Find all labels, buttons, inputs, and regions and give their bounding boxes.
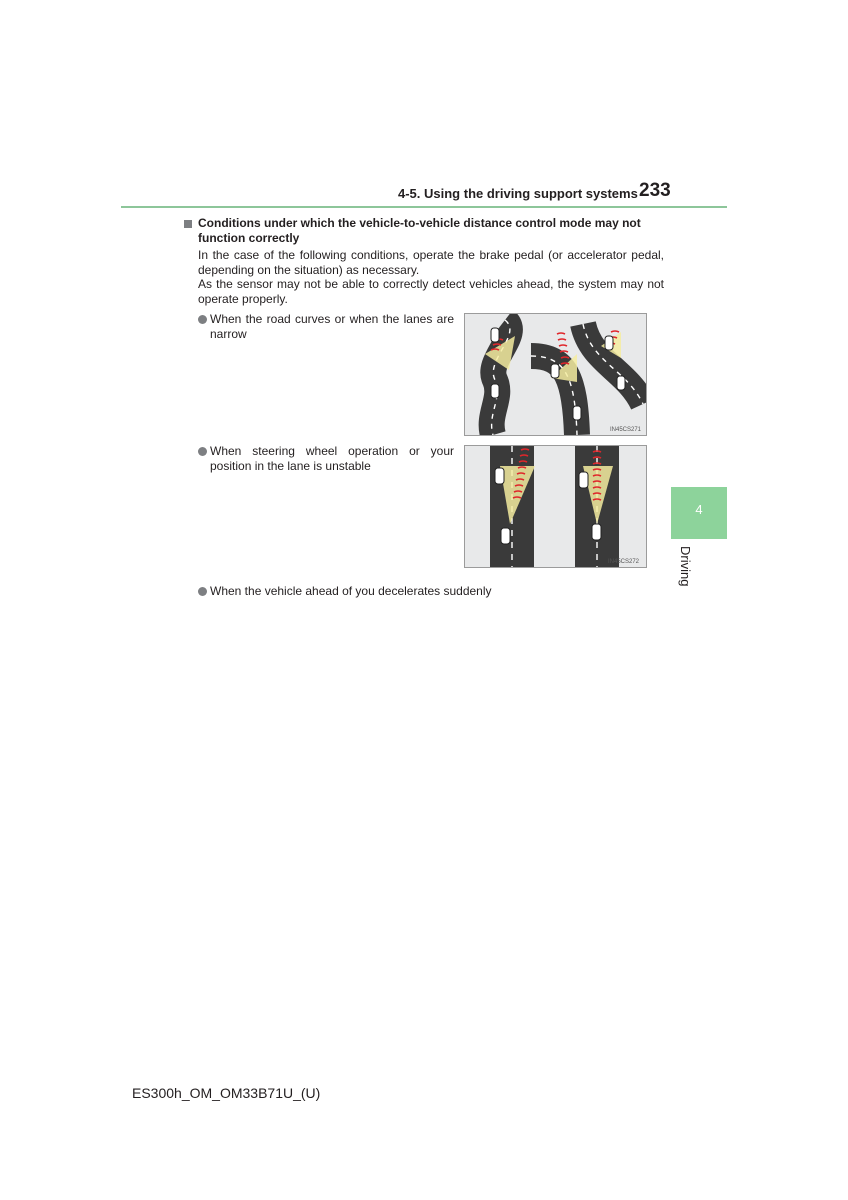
section-heading-text: Conditions under which the vehicle-to-vehicle distance control mode may not function correctly xyxy=(198,216,641,245)
figure-code: IN45CS271 xyxy=(610,427,642,433)
bullet-dot-icon xyxy=(198,587,207,596)
footer-document-code: ES300h_OM_OM33B71U_(U) xyxy=(132,1085,321,1101)
bullet-text: When the vehicle ahead of you decelerates suddenly xyxy=(210,584,492,598)
figure-code: IN45CS272 xyxy=(608,559,640,565)
bullet-item xyxy=(198,584,618,599)
figure-curved-road xyxy=(464,313,647,436)
bullet-dot-icon xyxy=(198,447,207,456)
figure-unstable-lane xyxy=(464,445,647,568)
body-paragraph: In the case of the following conditions, operate the brake pedal (or accelerator pedal, depending on the situation) as necessary. xyxy=(198,248,664,277)
bullet-item xyxy=(198,312,454,342)
chapter-tab xyxy=(671,487,727,539)
bullet-text: When steering wheel operation or your position in the lane is unstable xyxy=(210,444,454,473)
bullet-dot-icon xyxy=(198,315,207,324)
heading-square-icon xyxy=(184,220,192,228)
section-body xyxy=(198,248,664,306)
section-heading xyxy=(184,216,666,246)
page-number: 233 xyxy=(639,180,671,201)
chapter-label: Driving xyxy=(678,546,693,587)
body-paragraph: As the sensor may not be able to correctly detect vehicles ahead, the system may not operate properly. xyxy=(198,277,664,306)
header-divider xyxy=(121,206,727,208)
curved-road-illustration xyxy=(465,314,646,435)
header-section-title: 4-5. Using the driving support systems xyxy=(398,186,638,201)
bullet-item xyxy=(198,444,454,474)
bullet-text: When the road curves or when the lanes are narrow xyxy=(210,312,454,341)
chapter-number: 4 xyxy=(695,502,703,517)
straight-lane-illustration xyxy=(465,446,646,567)
